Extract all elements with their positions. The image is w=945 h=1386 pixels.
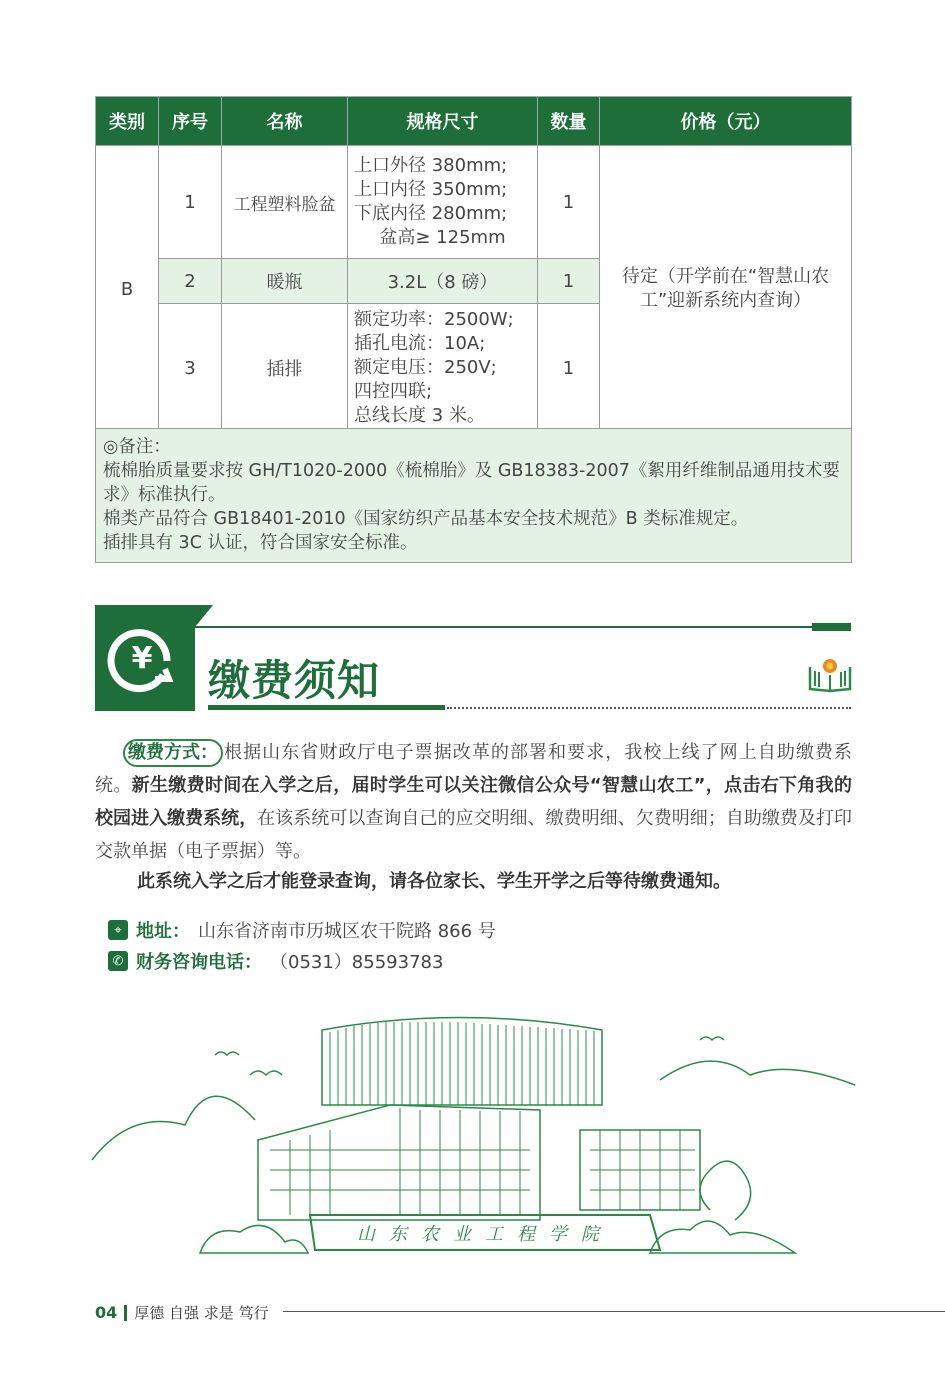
header-tab xyxy=(195,605,213,627)
text: 根据山东省财政厅电子票据改革的部署和要求，我校上线了网上自助缴费系统。 xyxy=(95,742,852,796)
no-cell: 2 xyxy=(159,259,222,304)
col-header: 数量 xyxy=(538,97,600,146)
note-line: 棉类产品符合 GB18401-2010《国家纺织产品基本安全技术规范》B 类标准规定。 xyxy=(103,509,749,529)
table-notes xyxy=(95,428,852,563)
notice-text: 此系统入学之后才能登录查询，请各位家长、学生开学之后等待缴费通知。 xyxy=(137,871,731,892)
spec-cell xyxy=(348,304,538,433)
yen-coin-icon xyxy=(95,605,195,711)
address-value: 山东省济南市历城区农干院路 866 号 xyxy=(198,921,496,942)
col-header: 规格尺寸 xyxy=(348,97,538,146)
spec-cell xyxy=(348,146,538,259)
footer-line xyxy=(283,1311,945,1312)
note-line: 插排具有 3C 认证，符合国家安全标准。 xyxy=(103,533,418,553)
spec-line: 上口外径 380mm; xyxy=(354,155,508,176)
spec-line: 额定功率：2500W; xyxy=(354,309,514,330)
header-line-end xyxy=(812,623,851,631)
category-cell: B xyxy=(96,146,159,433)
school-motto: 厚德 自强 求是 笃行 xyxy=(134,1304,269,1322)
col-header: 序号 xyxy=(159,97,222,146)
phone-icon: ✆ xyxy=(108,951,128,971)
name-cell: 插排 xyxy=(222,304,348,433)
spec-line: 上口内径 350mm; xyxy=(354,179,508,200)
supplies-table xyxy=(95,96,852,433)
method-label: 缴费方式： xyxy=(123,739,223,767)
qty-cell: 1 xyxy=(538,146,600,259)
campus-building-illustration xyxy=(90,1010,860,1260)
payment-method-paragraph xyxy=(95,736,852,868)
name-cell: 暖瓶 xyxy=(222,259,348,304)
building-sign: 山东农业工程学院 xyxy=(357,1224,613,1245)
dotted-divider xyxy=(447,707,851,709)
school-logo-icon xyxy=(808,655,852,693)
bold-text: 新生缴费时间在入学之后，届时学生可以关注微信公众号“智慧山农工”，点击右下角我的校园进入缴费系统， xyxy=(95,775,853,829)
header-line xyxy=(195,626,812,628)
address-label: 地址： xyxy=(136,921,190,942)
spec-line: 总线长度 3 米。 xyxy=(354,405,485,426)
section-icon-block xyxy=(95,605,195,711)
name-cell: 工程塑料脸盆 xyxy=(222,146,348,259)
phone-value: （0531）85593783 xyxy=(270,952,444,973)
spec-line: 下底内径 280mm; xyxy=(354,203,508,224)
footer-divider xyxy=(124,1305,127,1321)
table-header xyxy=(96,97,852,146)
location-icon: ⌖ xyxy=(108,920,128,940)
qty-cell: 1 xyxy=(538,259,600,304)
spec-line: 四控四联; xyxy=(354,381,433,402)
table-row xyxy=(96,146,852,259)
price-cell: 待定（开学前在“智慧山农工”迎新系统内查询） xyxy=(600,146,852,433)
section-title: 缴费须知 xyxy=(208,656,381,705)
address-row xyxy=(108,917,496,943)
no-cell: 3 xyxy=(159,304,222,433)
page-number: 04 xyxy=(95,1303,118,1322)
col-header: 价格（元） xyxy=(600,97,852,146)
note-line: 梳棉胎质量要求按 GH/T1020-2000《梳棉胎》及 GB18383-2007《絮用纤维制品通用技术要求》标准执行。 xyxy=(103,461,840,505)
text: 在该系统可以查询自己的应交明细、缴费明细、欠费明细；自助缴费及打印交款单据（电子票据）等。 xyxy=(95,808,852,862)
phone-row xyxy=(108,948,443,974)
col-header: 名称 xyxy=(222,97,348,146)
page-footer xyxy=(95,1302,269,1323)
qty-cell: 1 xyxy=(538,304,600,433)
col-header: 类别 xyxy=(96,97,159,146)
phone-label: 财务咨询电话： xyxy=(136,952,262,973)
title-underline xyxy=(208,705,445,710)
spec-line: 盆高≥ 125mm xyxy=(379,227,506,248)
svg-text:¥: ¥ xyxy=(131,641,153,676)
spec-cell: 3.2L（8 磅） xyxy=(348,259,538,304)
note-heading: ◎备注： xyxy=(103,437,171,457)
spec-line: 插孔电流：10A; xyxy=(354,333,486,354)
no-cell: 1 xyxy=(159,146,222,259)
spec-line: 额定电压：250V; xyxy=(354,357,497,378)
